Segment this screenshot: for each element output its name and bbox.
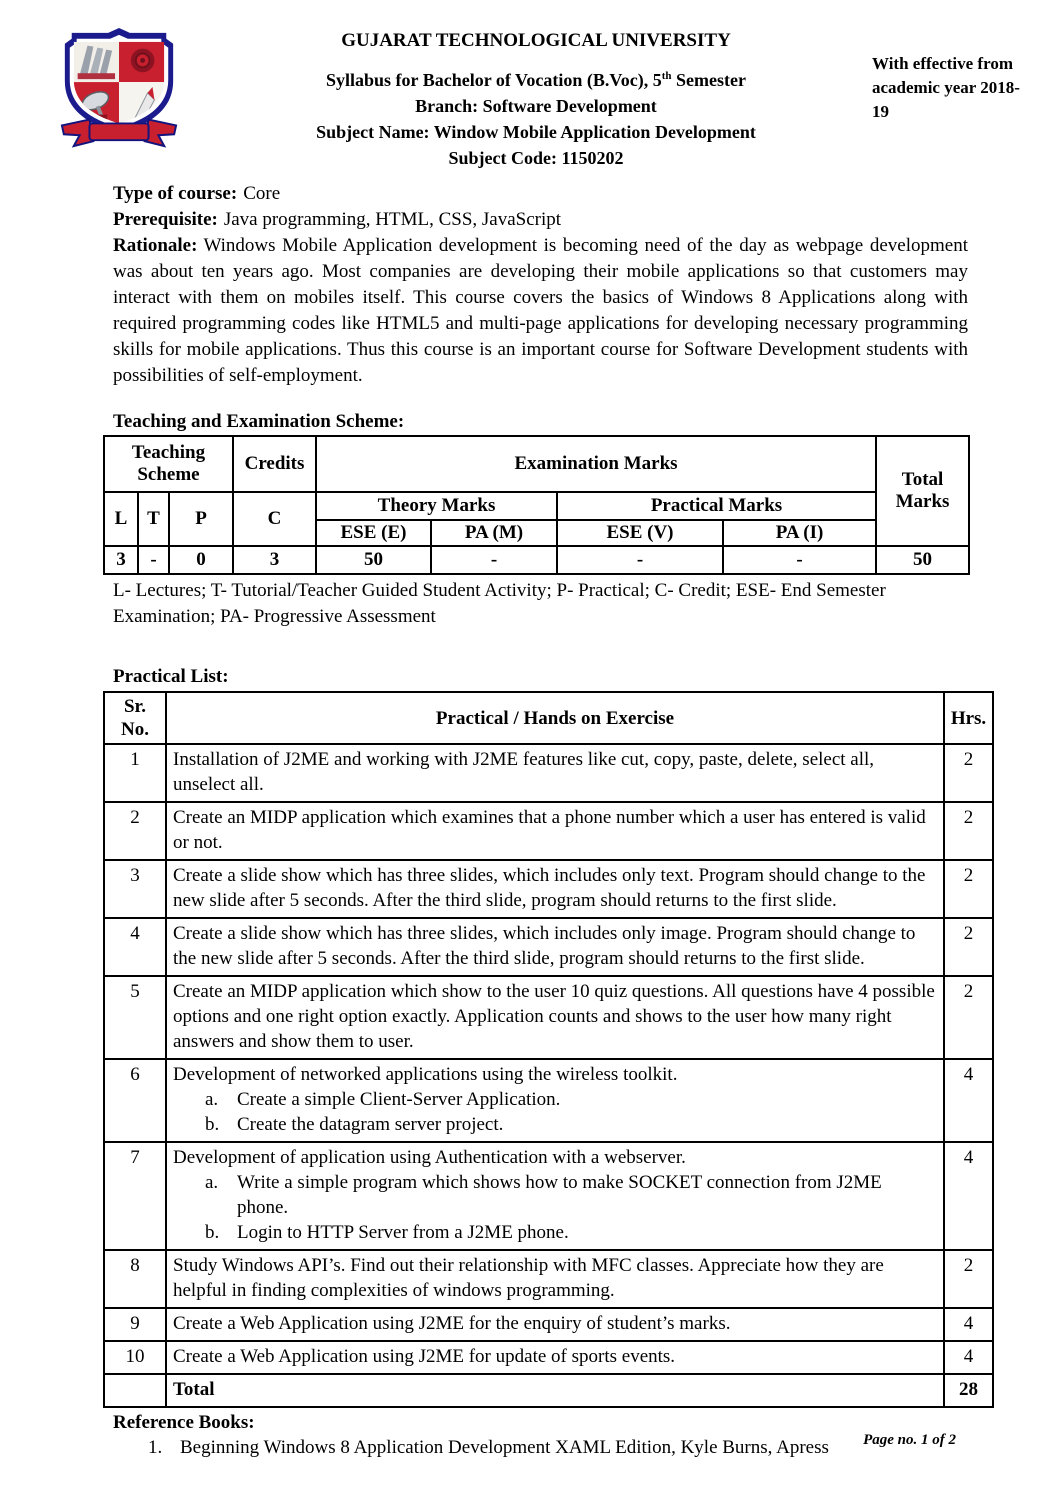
exercise-cell (166, 1059, 944, 1142)
practical-heading: Practical List: (113, 666, 229, 687)
exercise-cell: Create a Web Application using J2ME for update of sports events. (166, 1341, 944, 1374)
sr-cell: 4 (104, 918, 166, 976)
sr-cell: 7 (104, 1142, 166, 1250)
sr-cell: 6 (104, 1059, 166, 1142)
scheme-value-total: 50 (876, 546, 969, 574)
exercise-cell: Installation of J2ME and working with J2ME features like cut, copy, paste, delete, select all, unselect all. (166, 744, 944, 802)
header-title-block (200, 24, 872, 171)
scheme-col-exam-marks: Examination Marks (316, 436, 876, 492)
effective-note: With effective from academic year 2018-19 (872, 54, 1020, 121)
wheel-emblem-icon (131, 49, 155, 73)
prerequisite-line (113, 207, 968, 233)
scheme-col-practical-marks: Practical Marks (557, 492, 876, 520)
course-type-line (113, 181, 968, 207)
sub-item (173, 1112, 937, 1137)
hrs-cell: 4 (944, 1142, 993, 1250)
subject-code-line: Subject Code: 1150202 (448, 148, 624, 168)
table-row (104, 918, 993, 976)
sub-item (173, 1087, 937, 1112)
scheme-value-t: - (138, 546, 169, 574)
exercise-cell: Create a slide show which has three slides, which includes only text. Program should change to the new slide after 5 seconds. After the third slide, program should returns to the first slide. (166, 860, 944, 918)
scheme-value-c: 3 (233, 546, 316, 574)
sub-item-text: Write a simple program which shows how to make SOCKET connection from J2ME phone. (237, 1172, 882, 1218)
scheme-col-l: L (104, 492, 138, 546)
sub-item-marker: b. (205, 1114, 220, 1135)
table-row (104, 860, 993, 918)
reference-marker: 1. (148, 1437, 163, 1458)
table-row (104, 1250, 993, 1308)
scheme-col-pa-i: PA (I) (723, 520, 876, 546)
scheme-col-ese-v: ESE (V) (557, 520, 723, 546)
page-number: Page no. 1 of 2 (863, 1432, 956, 1448)
sub-item-text: Create a simple Client-Server Application. (237, 1089, 561, 1110)
scheme-values-row (104, 546, 969, 574)
exercise-cell (166, 1142, 944, 1250)
scheme-col-ese-e: ESE (E) (316, 520, 431, 546)
scheme-value-p: 0 (169, 546, 233, 574)
reference-text: Beginning Windows 8 Application Development XAML Edition, Kyle Burns, Apress (180, 1437, 829, 1458)
prerequisite-value: Java programming, HTML, CSS, JavaScript (223, 209, 562, 230)
table-row (104, 1341, 993, 1374)
hrs-cell: 2 (944, 860, 993, 918)
prerequisite-label: Prerequisite: (113, 209, 218, 230)
scheme-value-ese-e: 50 (316, 546, 431, 574)
rationale-text: Windows Mobile Application development is becoming need of the day as webpage development was about ten years ago. Most companies are developing their mobile applications so that customers may interact with them on mobiles itself. This course covers the basics of Windows 8 Applications along with required programming codes like HTML5 and multi-page applications for developing necessary programming skills for mobile applications. Thus this course is an important course for Software Development students with possibilities of self-employment. (113, 235, 968, 386)
scheme-value-pa-m: - (431, 546, 557, 574)
sr-cell: 1 (104, 744, 166, 802)
sub-item-text: Login to HTTP Server from a J2ME phone. (237, 1222, 569, 1243)
course-info (113, 181, 968, 389)
sub-item (173, 1220, 937, 1245)
course-type-label: Type of course: (113, 183, 238, 204)
references-heading: Reference Books: (113, 1412, 255, 1433)
sr-cell: 9 (104, 1308, 166, 1341)
sr-cell: 8 (104, 1250, 166, 1308)
reference-item (148, 1434, 968, 1461)
syllabus-line: Syllabus for Bachelor of Vocation (B.Voc), 5th Semester (326, 70, 746, 90)
table-row (104, 1308, 993, 1341)
total-empty-cell (104, 1374, 166, 1407)
branch-line: Branch: Software Development (415, 96, 657, 116)
scheme-col-c: C (233, 492, 316, 546)
table-row (104, 1142, 993, 1250)
scheme-heading: Teaching and Examination Scheme: (113, 411, 405, 432)
gtu-shield-icon (50, 24, 188, 152)
sr-cell: 3 (104, 860, 166, 918)
scheme-value-pa-i: - (723, 546, 876, 574)
scheme-col-credits: Credits (233, 436, 316, 492)
sub-item-marker: b. (205, 1222, 220, 1243)
hrs-cell: 2 (944, 802, 993, 860)
table-row (104, 744, 993, 802)
table-row (104, 1059, 993, 1142)
col-header-exercise: Practical / Hands on Exercise (166, 692, 944, 744)
course-type-value: Core (243, 183, 281, 204)
exercise-cell: Create an MIDP application which show to the user 10 quiz questions. All questions have 4 possible options and one right option exactly. Application counts and shows to the user how many right answers and show them to user. (166, 976, 944, 1059)
sr-cell: 5 (104, 976, 166, 1059)
sub-item (173, 1170, 937, 1220)
hrs-cell: 4 (944, 1341, 993, 1374)
sr-cell: 10 (104, 1341, 166, 1374)
exercise-cell: Study Windows API’s. Find out their relationship with MFC classes. Appreciate how they are helpful in finding complexities of windows programming. (166, 1250, 944, 1308)
hrs-cell: 2 (944, 976, 993, 1059)
hrs-cell: 2 (944, 918, 993, 976)
sub-item-marker: a. (205, 1172, 219, 1193)
sub-item-marker: a. (205, 1089, 219, 1110)
exercise-main-text: Development of application using Authentication with a webserver. (173, 1147, 686, 1168)
sr-cell: 2 (104, 802, 166, 860)
subject-name-line: Subject Name: Window Mobile Application Development (316, 122, 756, 142)
scheme-col-total-marks: Total Marks (876, 436, 969, 546)
scheme-col-t: T (138, 492, 169, 546)
scheme-abbreviations-note: L- Lectures; T- Tutorial/Teacher Guided Student Activity; P- Practical; C- Credit; ESE- End Semester Examination; PA- Progressive Assessment (113, 580, 886, 627)
total-label-cell: Total (166, 1374, 944, 1407)
scheme-value-l: 3 (104, 546, 138, 574)
rationale-paragraph (113, 233, 968, 389)
hrs-cell: 2 (944, 1250, 993, 1308)
university-title: GUJARAT TECHNOLOGICAL UNIVERSITY (341, 30, 731, 51)
hrs-cell: 4 (944, 1308, 993, 1341)
scheme-value-ese-v: - (557, 546, 723, 574)
scheme-col-pa-m: PA (M) (431, 520, 557, 546)
col-header-hrs: Hrs. (944, 692, 993, 744)
practical-table (103, 691, 994, 1408)
scheme-table (103, 435, 970, 575)
scheme-col-theory-marks: Theory Marks (316, 492, 557, 520)
practical-header-row (104, 692, 993, 744)
exercise-cell: Create a Web Application using J2ME for the enquiry of student’s marks. (166, 1308, 944, 1341)
exercise-main-text: Development of networked applications using the wireless toolkit. (173, 1064, 678, 1085)
ribbon-banner (62, 120, 176, 147)
table-row (104, 976, 993, 1059)
hrs-cell: 2 (944, 744, 993, 802)
total-hrs-cell: 28 (944, 1374, 993, 1407)
page-header (0, 20, 1058, 171)
gtu-logo (50, 24, 200, 157)
exercise-cell: Create an MIDP application which examines that a phone number which a user has entered is valid or not. (166, 802, 944, 860)
scheme-col-p: P (169, 492, 233, 546)
scheme-col-teaching-scheme: Teaching Scheme (104, 436, 233, 492)
hrs-cell: 4 (944, 1059, 993, 1142)
rationale-label: Rationale: (113, 235, 198, 256)
sub-item-text: Create the datagram server project. (237, 1114, 504, 1135)
total-row (104, 1374, 993, 1407)
exercise-cell: Create a slide show which has three slides, which includes only image. Program should change to the new slide after 5 seconds. After the third slide, program should returns to the first slide. (166, 918, 944, 976)
table-row (104, 802, 993, 860)
col-header-sr-no: Sr. No. (104, 692, 166, 744)
